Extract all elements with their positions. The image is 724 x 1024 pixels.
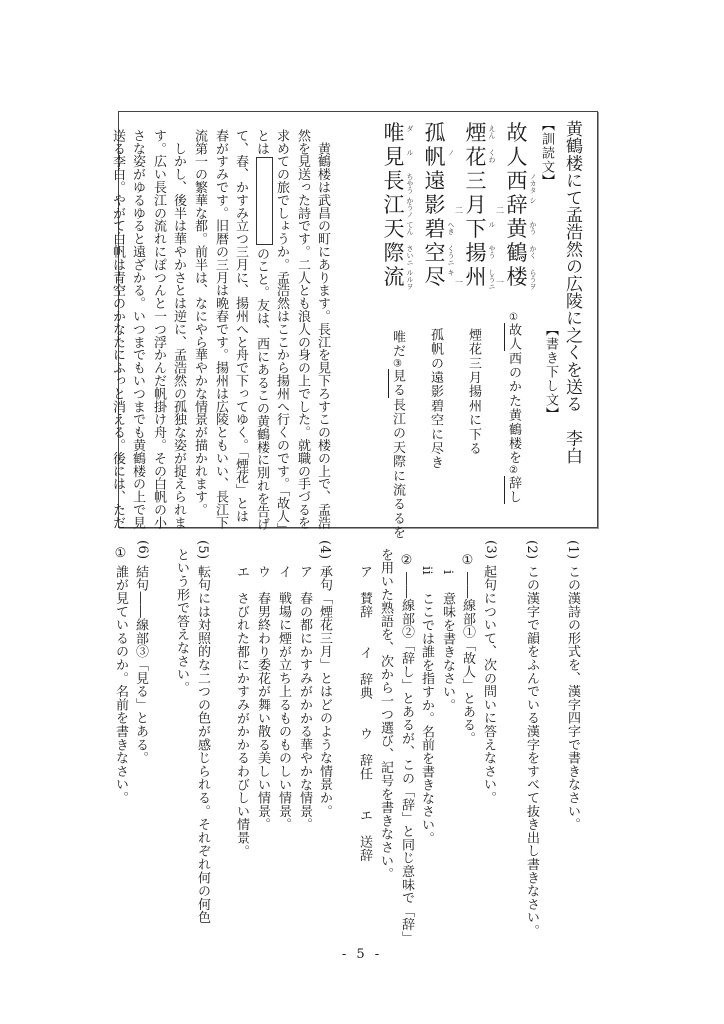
prose-line: て、春、かすみ立つ三月に、揚州へと舟で下ってゆく。「煙花」とは: [233, 129, 248, 523]
kanji-char: 碧: [424, 217, 446, 241]
prose-line: 求めての旅でしょうか。孟浩然はここから揚州へ行くのです。「故人」: [274, 129, 289, 536]
kanji-char: 辞: [506, 193, 528, 217]
q3-1-ii-text: ここでは誰を指すか。名前を書きなさい。: [419, 592, 434, 845]
okurigana-reading: ノ: [447, 149, 455, 156]
prose-text: とは: [254, 129, 269, 155]
kakikudashi-line-4: [391, 330, 404, 540]
okurigana-reading: えん: [488, 125, 496, 139]
okurigana-reading: ちやう: [406, 173, 414, 194]
q4-text: 承句「煙花三月」とはどのような情景か。: [317, 565, 332, 818]
kaeriten-mark: 二: [455, 206, 463, 215]
okurigana-reading: やう: [488, 245, 496, 259]
kanji-char: 尽: [424, 265, 446, 289]
q4-option-a: [298, 565, 311, 831]
kakikudashi-label: 【書き下し文】: [543, 323, 558, 421]
underlined-miru: 見る: [390, 369, 405, 398]
option-key: ア: [297, 565, 312, 579]
prose-line: さな姿がゆるゆると遠ざかる。いつまでもいつまでも黄鶴楼の上で見: [130, 129, 145, 529]
q3-1-i-text: 意味を書きなさい。: [440, 592, 455, 712]
kaeriten-mark: 一: [496, 278, 504, 287]
kanji-char: 花: [465, 145, 487, 169]
okurigana-reading: さいニ: [406, 245, 414, 266]
okurigana-reading: ノカタ: [529, 173, 537, 194]
choice-a: ア 賛辞: [357, 565, 372, 619]
okurigana-reading: らうヲ: [529, 269, 537, 290]
kundoku-label: 【訓読文】: [539, 118, 554, 188]
q3-text: 起句について、次の問いに答えなさい。: [481, 565, 496, 805]
q5-text: 転句には対照的な二つの色が感じられる。それぞれ何の何色: [195, 565, 210, 925]
option-key: イ: [276, 565, 291, 579]
q4-option-i: [277, 565, 290, 831]
kakikudashi-text: 長江の天際に流るるを: [390, 397, 405, 540]
choice-i: イ 辞典: [357, 646, 372, 700]
q4-option-e: [235, 565, 248, 858]
okurigana-reading: くうニ: [447, 245, 455, 266]
marker-2: ②: [508, 465, 519, 477]
q3-2-choices: [358, 565, 371, 862]
q3-1-text: ――線部①「故人」とある。: [460, 572, 475, 745]
okurigana-reading: かく: [529, 245, 537, 259]
okurigana-reading: へき: [447, 221, 455, 235]
prose-text: のこと。友は、西にあるこの黄鶴楼に別れを告げ: [254, 246, 269, 531]
prose-line: 流第一の繁華な都。前半は、なにやら華やかな情景が描かれます。: [192, 129, 207, 517]
kanji-char: 唯: [383, 121, 405, 145]
option-text: 春男終わり委花が舞い散る美しい情景。: [255, 591, 270, 832]
prose-line: す。広い長江の流れにぽつんと一つ浮かんだ帆掛け舟。その白帆の小: [151, 129, 166, 529]
option-key: エ: [234, 565, 249, 579]
okurigana-reading: かう: [529, 221, 537, 235]
q4-option-u: [256, 565, 269, 831]
choice-u: ウ 辞任: [357, 727, 372, 781]
kakikudashi-line-2: 煙花三月揚州に下る: [466, 328, 481, 456]
kanji-char: 空: [424, 241, 446, 265]
okurigana-reading: ルルヲ: [406, 269, 414, 290]
kanji-char: 煙: [465, 121, 487, 145]
kanji-char: 西: [506, 169, 528, 193]
q1-number: (1): [565, 540, 580, 560]
q3-2-number: ②: [399, 553, 414, 569]
q5-text-cont: という形で答えなさい。: [174, 548, 189, 695]
prose-line: 送る李白。やがて白帆は青空のかなたにふっと消える。後には、ただ: [110, 129, 125, 529]
okurigana-reading: ダ: [406, 125, 414, 132]
kanji-char: 天: [383, 217, 405, 241]
option-key: ウ: [255, 565, 270, 579]
option-text: 戦場に煙が立ち上るものものしい情景。: [276, 591, 291, 832]
kanji-char: 孤: [424, 121, 446, 145]
kanji-char: 影: [424, 193, 446, 217]
okurigana-reading: てん: [406, 221, 414, 235]
q5-number: (5): [195, 540, 210, 560]
q6-1-text: 誰が見ているのか。名前を書きなさい。: [113, 565, 128, 805]
kanji-char: 江: [383, 193, 405, 217]
kanji-char: 鶴: [506, 241, 528, 265]
prose-line: 然を見送った詩です。二人とも浪人の身の上でした。就職の手づるを: [295, 129, 310, 529]
kanji-char: 見: [383, 145, 405, 169]
q1-text: この漢詩の形式を、漢字四字で書きなさい。: [565, 565, 580, 831]
prose-line: しかし、後半は華やかさとは逆に、孟浩然の孤独な姿が捉えられま: [171, 129, 186, 529]
kanji-char: 遠: [424, 169, 446, 193]
kanji-char: 人: [506, 145, 528, 169]
kaeriten-mark: 二: [496, 206, 504, 215]
page-number: - 5 -: [341, 947, 383, 962]
q6-number: (6): [135, 540, 150, 560]
kanji-char: 故: [506, 121, 528, 145]
kakikudashi-line-3: 孤帆の遠影碧空に尽き: [428, 328, 443, 470]
q3-2-text-cont: を用いた熟語を、次から一つ選び、記号を書きなさい。: [378, 548, 393, 881]
okurigana-reading: ル: [406, 149, 414, 156]
q3-1-i-number: i: [440, 570, 455, 575]
kanji-char: 楼: [506, 265, 528, 289]
okurigana-reading: シ: [529, 197, 537, 204]
q3-1-ii-number: ii: [419, 566, 434, 575]
kanji-char: 三: [465, 169, 487, 193]
kanji-char: 下: [465, 217, 487, 241]
prose-line: 春がすみです。旧暦の三月は晩春です。揚州は広陵ともいい、長江下: [213, 129, 228, 529]
underlined-jishi: 辞し: [506, 476, 521, 505]
kanji-char: 長: [383, 169, 405, 193]
okurigana-reading: しうニ: [488, 269, 496, 290]
q3-2-text: ――線部②「辞し」とあるが、この「辞」と同じ意味で「辞」: [399, 572, 414, 945]
q2-number: (2): [524, 540, 539, 560]
q3-number: (3): [483, 540, 498, 560]
kanji-char: 月: [465, 193, 487, 217]
choice-e: エ 送辞: [357, 808, 372, 862]
q3-1-number: ①: [460, 553, 475, 569]
kanji-char: 州: [465, 265, 487, 289]
poem-title: 黄鶴楼にて孟浩然の広陵に之くを送る 李白: [562, 120, 582, 464]
prose-line: 黄鶴楼は武昌の町にあります。長江を見下ろすこの楼の上で、孟浩: [315, 129, 330, 529]
prose-line-with-blank: [255, 129, 273, 531]
underlined-kojin: 故人: [506, 323, 521, 352]
kakikudashi-text: 唯だ: [390, 330, 405, 359]
okurigana-reading: ル: [488, 221, 496, 228]
okurigana-reading: キ: [447, 269, 455, 276]
kanji-char: 黄: [506, 217, 528, 241]
q2-text: この漢字で韻をふんでいる漢字をすべて抜き出し書きなさい。: [524, 565, 539, 938]
kakikudashi-line-1: [507, 312, 520, 504]
marker-1: ①: [508, 312, 519, 323]
kanji-char: 際: [383, 241, 405, 265]
kanji-char: 流: [383, 265, 405, 289]
kakikudashi-text: 西のかた黄鶴楼を: [506, 351, 521, 466]
q4-number: (4): [317, 540, 332, 560]
kanji-char: 揚: [465, 241, 487, 265]
answer-blank-box[interactable]: [256, 157, 273, 245]
kaeriten-mark: 一: [455, 278, 463, 287]
okurigana-reading: かうノ: [406, 197, 414, 218]
okurigana-reading: くわ: [488, 149, 496, 163]
q6-text: 結句――線部③「見る」とある。: [133, 565, 148, 765]
marker-3: ③: [392, 358, 403, 370]
option-text: さびれた都にかすみがかかるわびしい情景。: [234, 591, 249, 858]
q6-1-number: ①: [113, 546, 128, 562]
option-text: 春の都にかすみがかかる華やかな情景。: [297, 591, 312, 832]
kanji-char: 帆: [424, 145, 446, 169]
